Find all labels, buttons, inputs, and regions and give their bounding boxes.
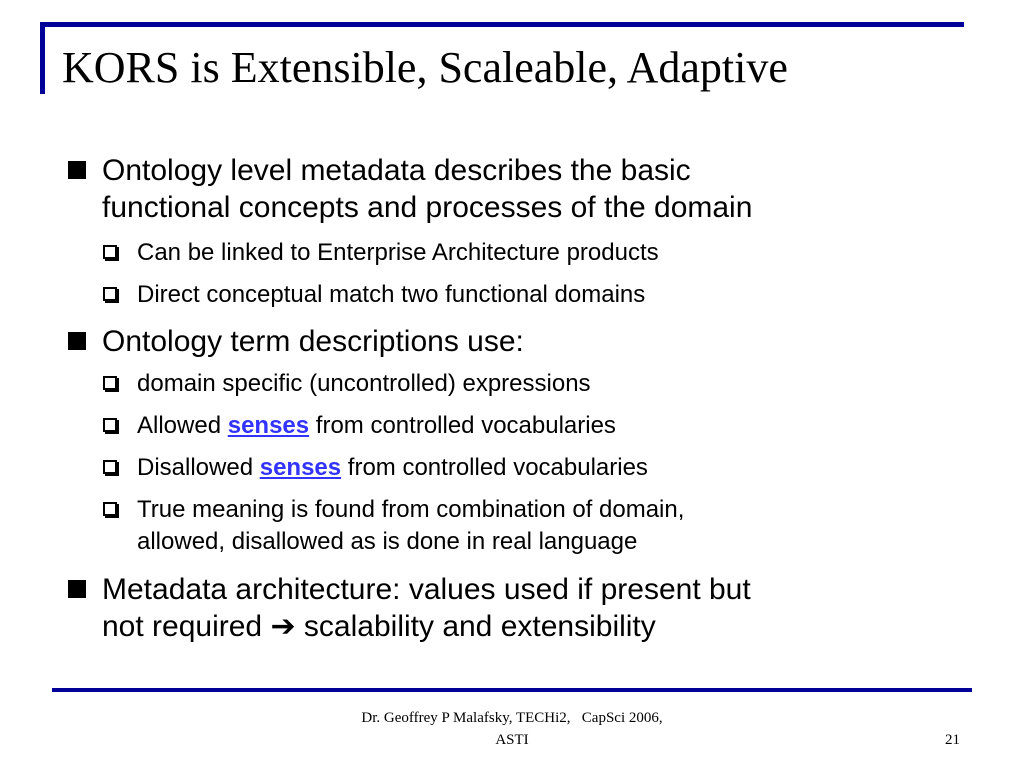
hollow-square-bullet-icon: [103, 460, 117, 474]
sub-bullet-allowed-senses: [103, 410, 943, 442]
bullet-text-prefix: not required: [102, 610, 271, 643]
footer-credit-line1: Dr. Geoffrey P Malafsky, TECHi2, CapSci 2006,: [361, 710, 663, 726]
sub-bullet-text: [103, 410, 943, 442]
sub-bullet-enterprise-architecture: [103, 237, 943, 269]
title-left-rule: [40, 22, 45, 94]
sub-bullet-prefix: Allowed: [137, 412, 228, 439]
sub-bullet-domain-specific: [103, 368, 943, 400]
square-bullet-icon: [68, 580, 86, 598]
slide-title: KORS is Extensible, Scaleable, Adaptive: [62, 43, 788, 92]
hollow-square-bullet-icon: [103, 502, 117, 516]
bullet-text-suffix: scalability and extensibility: [295, 610, 656, 643]
sub-bullet-text-line2: allowed, disallowed as is done in real language: [137, 528, 638, 555]
hollow-square-bullet-icon: [103, 418, 117, 432]
bullet-text-line1: Metadata architecture: values used if present but: [102, 573, 751, 606]
sub-bullet-suffix: from controlled vocabularies: [341, 454, 648, 481]
sub-bullet-text: domain specific (uncontrolled) expressions: [137, 370, 591, 397]
bullet-metadata-architecture: [68, 571, 948, 645]
hollow-square-bullet-icon: [103, 376, 117, 390]
title-top-rule: [40, 22, 964, 27]
sub-bullet-text: Can be linked to Enterprise Architecture products: [137, 239, 659, 266]
senses-link[interactable]: senses: [259, 454, 342, 481]
bullet-text-line1: Ontology term descriptions use:: [102, 325, 524, 358]
bullet-text-line2: functional concepts and processes of the domain: [102, 191, 753, 224]
senses-link[interactable]: senses: [227, 412, 310, 439]
sub-bullet-conceptual-match: [103, 279, 943, 311]
square-bullet-icon: [68, 161, 86, 179]
sub-bullet-text-line1: True meaning is found from combination of domain,: [137, 496, 685, 523]
page-number: 21: [945, 732, 960, 748]
hollow-square-bullet-icon: [103, 287, 117, 301]
sub-bullet-suffix: from controlled vocabularies: [309, 412, 616, 439]
sub-bullet-text: [103, 452, 943, 484]
sub-bullet-disallowed-senses: [103, 452, 943, 484]
footer-credit-line2: ASTI: [495, 732, 529, 748]
footer-rule: [52, 688, 972, 692]
arrow-right-icon: ➔: [270, 610, 296, 643]
footer-credit: [322, 707, 702, 751]
square-bullet-icon: [68, 332, 86, 350]
sub-bullet-prefix: Disallowed: [137, 454, 260, 481]
sub-bullet-true-meaning: [103, 494, 943, 558]
bullet-text-line1: Ontology level metadata describes the basic: [102, 154, 691, 187]
bullet-text-line2: [68, 608, 948, 645]
hollow-square-bullet-icon: [103, 245, 117, 259]
sub-bullet-text: Direct conceptual match two functional domains: [137, 281, 646, 308]
bullet-ontology-term-descriptions: [68, 323, 948, 360]
bullet-ontology-level-metadata: [68, 152, 948, 226]
